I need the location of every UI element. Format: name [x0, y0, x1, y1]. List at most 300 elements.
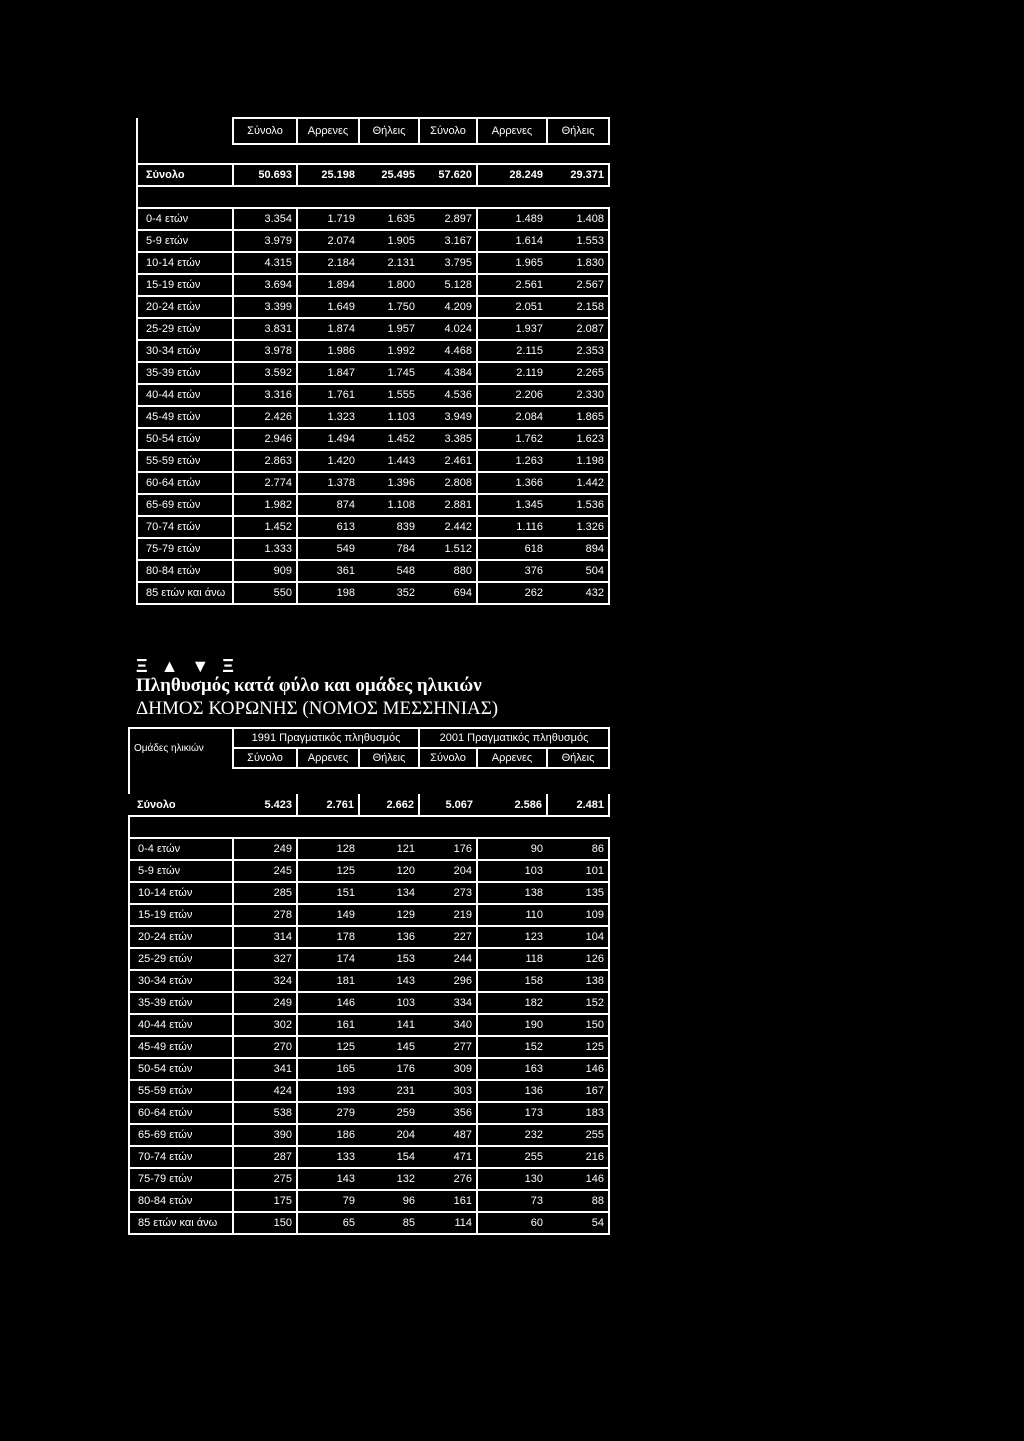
row-label: 65-69 ετών: [137, 494, 233, 516]
cell: 133: [297, 1146, 359, 1168]
cell: 219: [419, 904, 477, 926]
cell: 4.468: [419, 340, 477, 362]
table-row: [137, 230, 609, 252]
cell: 874: [297, 494, 359, 516]
col-header: Σύνολο: [419, 118, 477, 144]
table-row: [137, 384, 609, 406]
table-row: [137, 472, 609, 494]
cell: 2.206: [477, 384, 547, 406]
cell: 2.087: [547, 318, 609, 340]
cell: 2.330: [547, 384, 609, 406]
cell: 110: [477, 904, 547, 926]
cell: 125: [297, 860, 359, 882]
table-title: Πληθυσμός κατά φύλο και ομάδες ηλικιών: [136, 675, 482, 696]
cell: 104: [547, 926, 609, 948]
cell: 2.761: [297, 794, 359, 816]
cell: 2.662: [359, 794, 419, 816]
cell: 278: [233, 904, 297, 926]
cell: 231: [359, 1080, 419, 1102]
cell: 1.512: [419, 538, 477, 560]
row-label: 80-84 ετών: [137, 560, 233, 582]
cell: 1.494: [297, 428, 359, 450]
table-row: [129, 1168, 609, 1190]
cell: 279: [297, 1102, 359, 1124]
cell: 138: [477, 882, 547, 904]
table-row: [137, 208, 609, 230]
cell: 4.315: [233, 252, 297, 274]
col-header: Αρρενες: [477, 748, 547, 768]
cell: 143: [359, 970, 419, 992]
cell: 2.115: [477, 340, 547, 362]
cell: 152: [547, 992, 609, 1014]
cell: 1.830: [547, 252, 609, 274]
row-label: 55-59 ετών: [129, 1080, 233, 1102]
cell: 1.263: [477, 450, 547, 472]
cell: 2.881: [419, 494, 477, 516]
spacer: [129, 816, 609, 838]
cell: 1.982: [233, 494, 297, 516]
header-spacer: [137, 118, 233, 144]
cell: 153: [359, 948, 419, 970]
header-row: [137, 118, 609, 144]
cell: 29.371: [547, 164, 609, 186]
cell: 2.586: [477, 794, 547, 816]
cell: 5.128: [419, 274, 477, 296]
table-row: [137, 340, 609, 362]
cell: 2.353: [547, 340, 609, 362]
cell: 249: [233, 992, 297, 1014]
cell: 894: [547, 538, 609, 560]
cell: 198: [297, 582, 359, 604]
table-row: [129, 838, 609, 860]
row-label: 10-14 ετών: [137, 252, 233, 274]
cell: 471: [419, 1146, 477, 1168]
row-label: 60-64 ετών: [137, 472, 233, 494]
cell: 79: [297, 1190, 359, 1212]
cell: 3.979: [233, 230, 297, 252]
cell: 1.623: [547, 428, 609, 450]
cell: 1.452: [233, 516, 297, 538]
cell: 120: [359, 860, 419, 882]
cell: 262: [477, 582, 547, 604]
cell: 216: [547, 1146, 609, 1168]
cell: 151: [297, 882, 359, 904]
cell: 2.158: [547, 296, 609, 318]
row-label: 5-9 ετών: [137, 230, 233, 252]
table-row: [137, 406, 609, 428]
cell: 128: [297, 838, 359, 860]
cell: 1.905: [359, 230, 419, 252]
cell: 5.067: [445, 798, 473, 811]
cell: 1.865: [547, 406, 609, 428]
row-label: 15-19 ετών: [137, 274, 233, 296]
cell: 1.894: [297, 274, 359, 296]
row-label: 30-34 ετών: [137, 340, 233, 362]
col-header: Σύνολο: [233, 748, 297, 768]
age-group-header: Ομάδες ηλικιών: [129, 728, 233, 768]
cell: 1.761: [297, 384, 359, 406]
row-label: 50-54 ετών: [137, 428, 233, 450]
cell: 174: [297, 948, 359, 970]
cell: 2.119: [477, 362, 547, 384]
table-row: [137, 582, 609, 604]
cell: 118: [477, 948, 547, 970]
cell: 2.074: [297, 230, 359, 252]
cell: 1.937: [477, 318, 547, 340]
table-row: [137, 516, 609, 538]
cell: 86: [547, 838, 609, 860]
cell: 334: [419, 992, 477, 1014]
cell: 150: [233, 1212, 297, 1234]
total-row: [137, 164, 609, 186]
cell: 4.209: [419, 296, 477, 318]
col-header: Αρρενες: [477, 118, 547, 144]
census-header-row: [129, 728, 609, 748]
cell: 85: [359, 1212, 419, 1234]
cell: 1.420: [297, 450, 359, 472]
cell: 1.555: [359, 384, 419, 406]
cell: 2.461: [419, 450, 477, 472]
cell: 114: [419, 1212, 477, 1234]
cell: 2.561: [477, 274, 547, 296]
cell: 161: [297, 1014, 359, 1036]
cell: 181: [297, 970, 359, 992]
cell: 432: [547, 582, 609, 604]
cell: 3.795: [419, 252, 477, 274]
cell: 694: [419, 582, 477, 604]
cell: 73: [477, 1190, 547, 1212]
row-label: 5-9 ετών: [129, 860, 233, 882]
row-label: 35-39 ετών: [129, 992, 233, 1014]
cell: 65: [297, 1212, 359, 1234]
cell: 1.366: [477, 472, 547, 494]
cell: 3.978: [233, 340, 297, 362]
table-row: [129, 1080, 609, 1102]
cell: 5.423: [233, 794, 297, 816]
row-label: 20-24 ετών: [129, 926, 233, 948]
cell: 3.399: [233, 296, 297, 318]
table-row: [129, 1146, 609, 1168]
table-row: [129, 1058, 609, 1080]
cell: 1.965: [477, 252, 547, 274]
cell: 167: [547, 1080, 609, 1102]
cell: 1.649: [297, 296, 359, 318]
cell: 150: [547, 1014, 609, 1036]
row-label: 85 ετών και άνω: [137, 582, 233, 604]
cell: 2.808: [419, 472, 477, 494]
cell: 314: [233, 926, 297, 948]
table-row: [129, 1102, 609, 1124]
cell: 2.131: [359, 252, 419, 274]
cell: 161: [419, 1190, 477, 1212]
cell: 2.442: [419, 516, 477, 538]
cell: 158: [477, 970, 547, 992]
row-label: 0-4 ετών: [137, 208, 233, 230]
col-header: Σύνολο: [419, 748, 477, 768]
cell: 123: [477, 926, 547, 948]
table-row: [129, 948, 609, 970]
col-header: Αρρενες: [297, 748, 359, 768]
cell: 132: [359, 1168, 419, 1190]
row-label: 75-79 ετών: [129, 1168, 233, 1190]
cell: 186: [297, 1124, 359, 1146]
cell: 163: [477, 1058, 547, 1080]
cell: 352: [359, 582, 419, 604]
row-label: 60-64 ετών: [129, 1102, 233, 1124]
cell: 96: [359, 1190, 419, 1212]
cell: 1.333: [233, 538, 297, 560]
cell: 487: [419, 1124, 477, 1146]
row-label: 70-74 ετών: [129, 1146, 233, 1168]
cell: 126: [547, 948, 609, 970]
cell: 356: [419, 1102, 477, 1124]
cell: 2.481: [547, 794, 609, 816]
table-row: [137, 296, 609, 318]
cell: 25.495: [359, 164, 419, 186]
cell: 146: [297, 992, 359, 1014]
cell: 2.051: [477, 296, 547, 318]
col-header: Αρρενες: [297, 118, 359, 144]
cell: 1.553: [547, 230, 609, 252]
cell: 149: [297, 904, 359, 926]
cell: 1.847: [297, 362, 359, 384]
cell: 2.946: [233, 428, 297, 450]
cell: 4.384: [419, 362, 477, 384]
cell: 183: [547, 1102, 609, 1124]
cell: 341: [233, 1058, 297, 1080]
cell: 1.442: [547, 472, 609, 494]
cell: 88: [547, 1190, 609, 1212]
row-label: 10-14 ετών: [129, 882, 233, 904]
col-header: Θήλεις: [547, 118, 609, 144]
cell: 1.443: [359, 450, 419, 472]
cell: 3.949: [419, 406, 477, 428]
cell: 1.800: [359, 274, 419, 296]
row-label: 0-4 ετών: [129, 838, 233, 860]
table-row: [129, 1014, 609, 1036]
cell: 287: [233, 1146, 297, 1168]
row-label: 45-49 ετών: [129, 1036, 233, 1058]
cell: 3.831: [233, 318, 297, 340]
cell: 245: [233, 860, 297, 882]
cell: 3.316: [233, 384, 297, 406]
cell: 175: [233, 1190, 297, 1212]
cell: 2.774: [233, 472, 297, 494]
table-row: [129, 970, 609, 992]
cell: 302: [233, 1014, 297, 1036]
table-row: [137, 538, 609, 560]
cell: 880: [419, 560, 477, 582]
row-label: 25-29 ετών: [129, 948, 233, 970]
cell: 182: [477, 992, 547, 1014]
cell: 130: [477, 1168, 547, 1190]
cell: 1.874: [297, 318, 359, 340]
row-label: 55-59 ετών: [137, 450, 233, 472]
cell: 2.084: [477, 406, 547, 428]
cell: 249: [233, 838, 297, 860]
cell: 103: [359, 992, 419, 1014]
cell: 1.103: [359, 406, 419, 428]
cell: 3.354: [233, 208, 297, 230]
cell: 618: [477, 538, 547, 560]
cell: 255: [547, 1124, 609, 1146]
cell: 134: [359, 882, 419, 904]
cell: 1.489: [477, 208, 547, 230]
cell: 204: [359, 1124, 419, 1146]
cell: 309: [419, 1058, 477, 1080]
cell: 1.408: [547, 208, 609, 230]
cell: 125: [547, 1036, 609, 1058]
col-header: Θήλεις: [359, 748, 419, 768]
table-row: [129, 860, 609, 882]
cell: 839: [359, 516, 419, 538]
cell: 2.426: [233, 406, 297, 428]
cell: 390: [233, 1124, 297, 1146]
cell: 255: [477, 1146, 547, 1168]
table-subtitle: ΔΗΜΟΣ ΚΟΡΩΝΗΣ (ΝΟΜΟΣ ΜΕΣΣΗΝΙΑΣ): [136, 698, 499, 719]
cell: 129: [359, 904, 419, 926]
cell: 136: [477, 1080, 547, 1102]
cell: 276: [419, 1168, 477, 1190]
col-header: Θήλεις: [547, 748, 609, 768]
cell: 1.719: [297, 208, 359, 230]
cell: 277: [419, 1036, 477, 1058]
cell: 1.345: [477, 494, 547, 516]
cell: 1.198: [547, 450, 609, 472]
cell: 154: [359, 1146, 419, 1168]
cell: 1.614: [477, 230, 547, 252]
cell: 4.536: [419, 384, 477, 406]
cell: 143: [297, 1168, 359, 1190]
row-label: 75-79 ετών: [137, 538, 233, 560]
census-1991-header: 1991 Πραγματικός πληθυσμός: [233, 728, 419, 748]
row-label: 45-49 ετών: [137, 406, 233, 428]
col-header: Θήλεις: [359, 118, 419, 144]
cell: 141: [359, 1014, 419, 1036]
cell: 152: [477, 1036, 547, 1058]
row-label: 25-29 ετών: [137, 318, 233, 340]
table-row: [129, 904, 609, 926]
table-2-body: [129, 838, 609, 1234]
total-row: [129, 794, 609, 816]
cell: 1.452: [359, 428, 419, 450]
table-row: [137, 428, 609, 450]
cell: 50.693: [233, 164, 297, 186]
cell: 1.326: [547, 516, 609, 538]
cell: 1.992: [359, 340, 419, 362]
decorative-glyphs: Ξ ▲ ▼ Ξ: [136, 656, 238, 676]
row-label: 50-54 ετών: [129, 1058, 233, 1080]
table-row: [137, 362, 609, 384]
cell: 103: [477, 860, 547, 882]
cell: 1.536: [547, 494, 609, 516]
spacer: [137, 186, 609, 208]
spacer: [129, 768, 609, 794]
population-table-2: [128, 727, 610, 1235]
cell: 145: [359, 1036, 419, 1058]
table-row: [137, 494, 609, 516]
cell: 176: [359, 1058, 419, 1080]
cell: 550: [233, 582, 297, 604]
cell: 1.396: [359, 472, 419, 494]
cell: 340: [419, 1014, 477, 1036]
cell: 1.635: [359, 208, 419, 230]
row-label: 40-44 ετών: [129, 1014, 233, 1036]
cell: 538: [233, 1102, 297, 1124]
cell: 173: [477, 1102, 547, 1124]
cell: 327: [233, 948, 297, 970]
table-row: [137, 450, 609, 472]
cell: 227: [419, 926, 477, 948]
cell: 3.167: [419, 230, 477, 252]
row-label: 15-19 ετών: [129, 904, 233, 926]
cell: 424: [233, 1080, 297, 1102]
table-row: [137, 252, 609, 274]
cell: 324: [233, 970, 297, 992]
cell: 1.762: [477, 428, 547, 450]
row-label: 70-74 ετών: [137, 516, 233, 538]
cell: 1.750: [359, 296, 419, 318]
row-label: 20-24 ετών: [137, 296, 233, 318]
cell: 1.745: [359, 362, 419, 384]
cell: 193: [297, 1080, 359, 1102]
cell: 1.986: [297, 340, 359, 362]
cell: 101: [547, 860, 609, 882]
cell: 244: [419, 948, 477, 970]
cell: 273: [419, 882, 477, 904]
cell: 549: [297, 538, 359, 560]
cell: 25.198: [297, 164, 359, 186]
cell: 613: [297, 516, 359, 538]
cell: 176: [419, 838, 477, 860]
table-row: [129, 992, 609, 1014]
row-label: 80-84 ετών: [129, 1190, 233, 1212]
table-row: [129, 1124, 609, 1146]
cell: 136: [359, 926, 419, 948]
cell: 1.378: [297, 472, 359, 494]
cell: 125: [297, 1036, 359, 1058]
cell: 2.184: [297, 252, 359, 274]
cell: 285: [233, 882, 297, 904]
cell: 2.863: [233, 450, 297, 472]
row-label: 30-34 ετών: [129, 970, 233, 992]
table-row: [137, 274, 609, 296]
row-label: 65-69 ετών: [129, 1124, 233, 1146]
cell: 296: [419, 970, 477, 992]
cell: 3.694: [233, 274, 297, 296]
cell: 303: [419, 1080, 477, 1102]
cell: 361: [297, 560, 359, 582]
cell: 2.265: [547, 362, 609, 384]
cell: 146: [547, 1058, 609, 1080]
cell: 90: [477, 838, 547, 860]
cell: 2.567: [547, 274, 609, 296]
table-row: [129, 1212, 609, 1234]
table-row: [137, 560, 609, 582]
population-table-1: [136, 117, 610, 605]
cell: 909: [233, 560, 297, 582]
cell: 1.323: [297, 406, 359, 428]
cell: 270: [233, 1036, 297, 1058]
cell: 1.957: [359, 318, 419, 340]
row-label: 40-44 ετών: [137, 384, 233, 406]
cell: 1.108: [359, 494, 419, 516]
row-label: Σύνολο: [137, 798, 176, 811]
cell: 121: [359, 838, 419, 860]
table-row: [129, 882, 609, 904]
cell: 109: [547, 904, 609, 926]
cell: 190: [477, 1014, 547, 1036]
